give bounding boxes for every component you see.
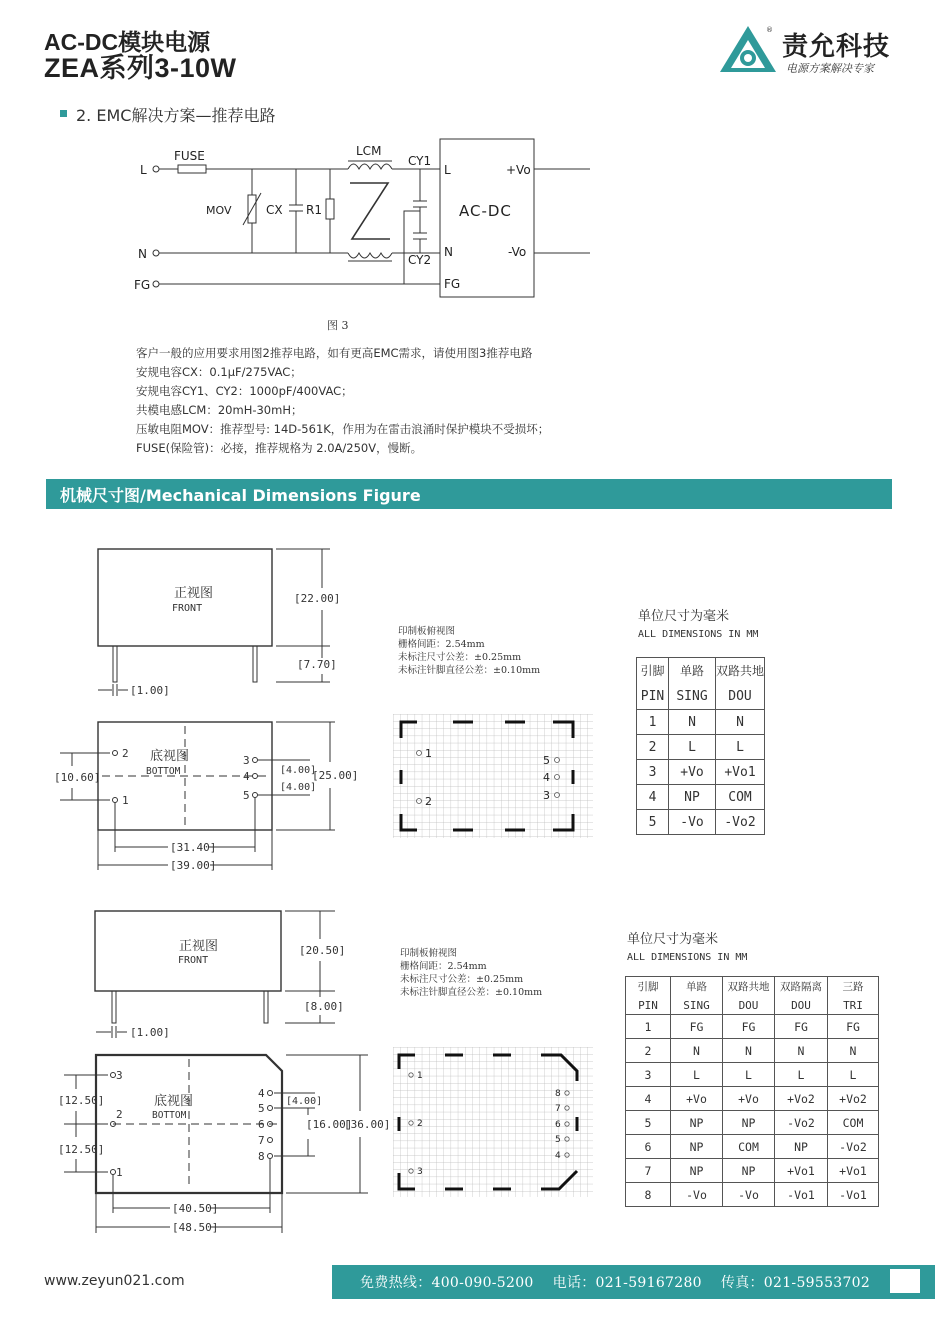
table-cell: -Vo (723, 1183, 775, 1207)
pkg1-unit-en: ALL DIMENSIONS IN MM (638, 629, 759, 640)
table-cell: 2 (626, 1039, 671, 1063)
pcb-pin-label: 3 (543, 789, 550, 802)
table-cell: FG (671, 1015, 723, 1039)
table-row (626, 1015, 879, 1039)
table-cell: -Vo (671, 1183, 723, 1207)
table-cell: COM (716, 785, 765, 810)
table-cell: N (716, 710, 765, 735)
pkg1-bottom-en: BOTTOM (146, 766, 181, 777)
pkg2-unit-cn: 单位尺寸为毫米 (627, 932, 719, 947)
pkg2-pcb-grid (393, 1047, 595, 1199)
pkg2-dim-pin: [8.00] (304, 1000, 344, 1013)
pkg2-dim-height: [20.50] (299, 944, 346, 957)
emc-note: 客户一般的应用要求用图2推荐电路，如有更高EMC需求，请使用图3推荐电路 (136, 346, 533, 360)
table-cell: FG (775, 1015, 828, 1039)
table-cell: N (723, 1039, 775, 1063)
table-row (626, 1087, 879, 1111)
pcb-pin-label: 3 (417, 1167, 423, 1177)
table-cell: N (828, 1039, 879, 1063)
pcb-pin-label: 2 (425, 795, 432, 808)
mech-section-title: 机械尺寸图/Mechanical Dimensions Figure (60, 486, 421, 505)
table-cell: -Vo2 (775, 1111, 828, 1135)
module-pin-vo-neg: -Vo (508, 245, 527, 259)
pkg2-dim-1250a: [12.50] (58, 1094, 105, 1107)
table-row (626, 1135, 879, 1159)
pkg1-dim-pin: [7.70] (297, 658, 337, 671)
table-cell: N (671, 1039, 723, 1063)
footer-hotline: 免费热线：400-090-5200 (360, 1275, 534, 1291)
pkg1-pin-label: 5 (243, 789, 250, 802)
module-pin-N: N (444, 245, 453, 259)
pkg1-dim-1060: [10.60] (54, 771, 101, 784)
emc-note: 共模电感LCM：20mH-30mH； (136, 403, 303, 417)
table-head-cn: 双路共地 (723, 977, 775, 997)
pkg1-dim-400b: [4.00] (280, 782, 317, 793)
table-head-en: PIN (637, 684, 669, 710)
pkg1-pin-label: 4 (243, 770, 250, 783)
pcb-pin-label: 4 (555, 1151, 561, 1161)
table-cell: 5 (637, 810, 669, 835)
table-cell: 4 (626, 1087, 671, 1111)
circuit-lcm-label: LCM (356, 144, 382, 158)
table-cell: COM (828, 1111, 879, 1135)
pkg2-dim-400: [4.00] (286, 1096, 323, 1107)
circuit-label-FG: FG (134, 278, 151, 292)
circuit-mov-label: MOV (206, 204, 232, 217)
pkg2-pin-label: 2 (116, 1108, 123, 1121)
pcb-note-line: 栅格间距：2.54mm (398, 639, 485, 650)
pcb-pin-label: 1 (417, 1071, 423, 1081)
table-cell: 7 (626, 1159, 671, 1183)
pkg1-pin-table (636, 657, 765, 835)
table-cell: +Vo2 (775, 1087, 828, 1111)
table-cell: NP (723, 1159, 775, 1183)
svg-text:®: ® (766, 26, 773, 34)
table-cell: L (671, 1063, 723, 1087)
table-cell: NP (775, 1135, 828, 1159)
pkg2-pcb-note (400, 947, 542, 999)
table-cell: +Vo1 (716, 760, 765, 785)
table-row (626, 1063, 879, 1087)
pkg2-pin-table (625, 976, 879, 1207)
figure-caption: 图 3 (327, 319, 349, 332)
table-row (626, 1111, 879, 1135)
table-head-cn: 单路 (671, 977, 723, 997)
table-cell: 1 (626, 1015, 671, 1039)
table-head-en: DOU (723, 997, 775, 1015)
module-pin-vo-pos: +Vo (506, 163, 531, 177)
footer-page-box (890, 1269, 920, 1293)
circuit-r1-label: R1 (306, 203, 322, 217)
pcb-pin-label: 1 (425, 747, 432, 760)
table-row (637, 785, 765, 810)
pkg1-pcb-note (398, 625, 540, 677)
pkg2-bottom-en: BOTTOM (152, 1110, 187, 1121)
pkg1-bottom-cn: 底视图 (150, 749, 190, 764)
table-cell: -Vo1 (828, 1183, 879, 1207)
circuit-cy2-label: CY2 (408, 253, 432, 267)
pkg2-pin-label: 5 (258, 1102, 265, 1115)
pkg2-dim-1600: [16.00] (306, 1118, 353, 1131)
pkg1-dim-pinw: [1.00] (130, 684, 170, 697)
table-head-cn: 双路共地 (716, 658, 765, 684)
pkg2-front-en: FRONT (178, 955, 209, 966)
table-cell: -Vo2 (828, 1135, 879, 1159)
table-head-cn: 双路隔离 (775, 977, 828, 997)
table-cell: L (723, 1063, 775, 1087)
table-cell: 8 (626, 1183, 671, 1207)
pkg2-dim-4050: [40.50] (172, 1202, 219, 1215)
doc-title-line2: ZEA系列3-10W (44, 53, 237, 83)
footer-website[interactable]: www.zeyun021.com (44, 1273, 185, 1289)
table-cell: +Vo (669, 760, 716, 785)
pkg2-pin-label: 3 (116, 1069, 123, 1082)
pkg2-dim-4850: [48.50] (172, 1221, 219, 1234)
circuit-fuse-label: FUSE (174, 149, 205, 163)
circuit-cy1-label: CY1 (408, 154, 432, 168)
circuit-cx-label: CX (266, 203, 283, 217)
table-head-cn: 引脚 (626, 977, 671, 997)
pcb-note-line: 栅格间距：2.54mm (400, 961, 487, 972)
table-cell: N (775, 1039, 828, 1063)
footer-phone: 电话：021-59167280 (552, 1275, 702, 1291)
table-cell: L (828, 1063, 879, 1087)
table-head-en: PIN (626, 997, 671, 1015)
pkg1-dim-3140: [31.40] (170, 841, 217, 854)
module-pin-L: L (444, 163, 451, 177)
table-cell: 2 (637, 735, 669, 760)
pkg1-dim-400a: [4.00] (280, 765, 317, 776)
pcb-note-line: 未标注针脚直径公差：±0.10mm (398, 665, 541, 676)
pcb-note-line: 未标注针脚直径公差：±0.10mm (400, 987, 543, 998)
pkg2-pin-label: 1 (116, 1166, 123, 1179)
pcb-note-line: 未标注尺寸公差：±0.25mm (400, 974, 524, 985)
circuit-label-L: L (140, 163, 147, 177)
table-cell: FG (828, 1015, 879, 1039)
pkg2-pin-label: 7 (258, 1134, 265, 1147)
table-cell: -Vo2 (716, 810, 765, 835)
table-cell: NP (669, 785, 716, 810)
pkg1-front-en: FRONT (172, 603, 203, 614)
pcb-pin-label: 5 (555, 1135, 561, 1145)
table-cell: +Vo (723, 1087, 775, 1111)
table-row (626, 1183, 879, 1207)
emc-note: 压敏电阻MOV：推荐型号: 14D-561K，作用为在雷击浪涌时保护模块不受损坏； (136, 422, 550, 436)
table-row (637, 760, 765, 785)
table-row (637, 735, 765, 760)
pkg1-dim-2500: [25.00] (312, 769, 359, 782)
table-head-en: SING (669, 684, 716, 710)
pcb-pin-label: 2 (417, 1119, 423, 1129)
circuit-label-N: N (138, 247, 147, 261)
table-cell: NP (671, 1135, 723, 1159)
footer-fax: 传真：021-59553702 (720, 1275, 871, 1291)
pcb-note-line: 印制板俯视图 (398, 626, 456, 637)
table-cell: NP (671, 1159, 723, 1183)
table-cell: +Vo (671, 1087, 723, 1111)
section-bullet (60, 110, 67, 117)
pkg2-drawing (50, 905, 391, 1240)
table-cell: 1 (637, 710, 669, 735)
doc-title-line1: AC-DC模块电源 (44, 29, 211, 55)
pkg2-front-cn: 正视图 (179, 939, 219, 954)
table-cell: L (669, 735, 716, 760)
pcb-pin-label: 6 (555, 1120, 561, 1130)
table-cell: N (669, 710, 716, 735)
table-row (637, 710, 765, 735)
emc-notes (136, 344, 549, 458)
pkg2-bottom-cn: 底视图 (154, 1094, 194, 1109)
table-head-cn: 引脚 (637, 658, 669, 684)
table-cell: 5 (626, 1111, 671, 1135)
pkg1-unit-cn: 单位尺寸为毫米 (638, 609, 730, 624)
pcb-pin-label: 4 (543, 771, 550, 784)
pkg1-pin-label: 2 (122, 747, 129, 760)
table-cell: +Vo1 (828, 1159, 879, 1183)
pkg2-pin-label: 6 (258, 1118, 265, 1131)
table-cell: +Vo1 (775, 1159, 828, 1183)
table-cell: -Vo (669, 810, 716, 835)
table-cell: FG (723, 1015, 775, 1039)
pkg2-dim-3600: [36.00] (344, 1118, 391, 1131)
table-head-cn: 三路 (828, 977, 879, 997)
pkg1-drawing (50, 540, 359, 875)
table-cell: +Vo2 (828, 1087, 879, 1111)
table-cell: NP (671, 1111, 723, 1135)
pkg2-pin-label: 4 (258, 1087, 265, 1100)
table-head-en: TRI (828, 997, 879, 1015)
pkg1-pcb-grid (393, 714, 595, 840)
pcb-pin-label: 7 (555, 1104, 561, 1114)
table-row (637, 810, 765, 835)
table-cell: NP (723, 1111, 775, 1135)
table-cell: L (775, 1063, 828, 1087)
table-cell: 3 (626, 1063, 671, 1087)
table-head-en: DOU (775, 997, 828, 1015)
pcb-note-line: 未标注尺寸公差：±0.25mm (398, 652, 522, 663)
pkg1-pin-label: 1 (122, 794, 129, 807)
pcb-note-line: 印制板俯视图 (400, 948, 458, 959)
pkg2-dim-1250b: [12.50] (58, 1143, 105, 1156)
emc-section-title: 2. EMC解决方案—推荐电路 (76, 106, 276, 125)
table-cell: L (716, 735, 765, 760)
emc-note: 安规电容CX：0.1μF/275VAC； (136, 365, 302, 379)
brand-logo-icon (718, 24, 780, 74)
table-head-en: DOU (716, 684, 765, 710)
pkg2-dim-pinw: [1.00] (130, 1026, 170, 1039)
table-head-en: SING (671, 997, 723, 1015)
table-cell: 6 (626, 1135, 671, 1159)
pkg2-unit-en: ALL DIMENSIONS IN MM (627, 952, 748, 963)
table-head-cn: 单路 (669, 658, 716, 684)
table-row (626, 1159, 879, 1183)
pkg1-front-cn: 正视图 (174, 586, 214, 601)
table-cell: COM (723, 1135, 775, 1159)
pcb-pin-label: 5 (543, 754, 550, 767)
module-label: AC-DC (459, 202, 512, 220)
pkg1-dim-height: [22.00] (294, 592, 341, 605)
table-cell: -Vo1 (775, 1183, 828, 1207)
emc-note: FUSE(保险管)：必接，推荐规格为 2.0A/250V，慢断。 (136, 441, 423, 455)
table-cell: 3 (637, 760, 669, 785)
footer-contacts (360, 1272, 870, 1292)
pcb-pin-label: 8 (555, 1089, 561, 1099)
emc-circuit-diagram (130, 135, 600, 305)
table-row (626, 1039, 879, 1063)
pkg1-dim-3900: [39.00] (170, 859, 217, 872)
table-cell: 4 (637, 785, 669, 810)
emc-note: 安规电容CY1、CY2：1000pF/400VAC； (136, 384, 353, 398)
brand-slogan: 电源方案解决专家 (786, 62, 874, 75)
pkg1-pin-label: 3 (243, 754, 250, 767)
module-pin-FG: FG (444, 277, 461, 291)
pkg2-pin-label: 8 (258, 1150, 265, 1163)
brand-name: 责允科技 (782, 32, 891, 62)
